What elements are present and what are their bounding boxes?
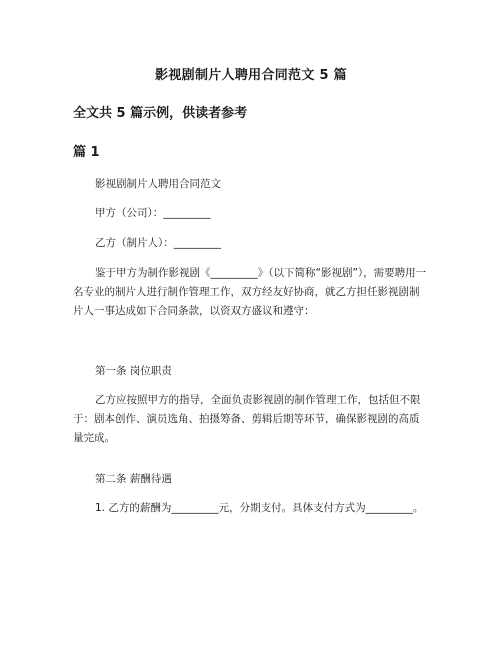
document-title: 影视剧制片人聘用合同范文 5 篇 bbox=[155, 68, 347, 83]
section-heading: 篇 1 bbox=[73, 145, 100, 160]
article-2-heading: 第二条 薪酬待遇 bbox=[95, 473, 172, 485]
contract-title-paragraph: 影视剧制片人聘用合同范文 bbox=[95, 178, 221, 190]
party-a-line: 甲方（公司）：_________ bbox=[95, 207, 211, 219]
party-b-line: 乙方（制片人）：_________ bbox=[95, 237, 221, 249]
document-subtitle: 全文共 5 篇示例，供读者参考 bbox=[73, 106, 248, 121]
article-1-heading: 第一条 岗位职责 bbox=[95, 365, 172, 377]
article-2-item-1: 1. 乙方的薪酬为_________元，分期支付。具体支付方式为_________。 bbox=[95, 502, 424, 514]
article-1-body: 乙方应按照甲方的指导，全面负责影视剧的制作管理工作，包括但不限于：剧本创作、演员选角、拍摄筹备、剪辑后期等环节，确保影视剧的高质量完成。 bbox=[73, 394, 421, 444]
preamble-paragraph: 鉴于甲方为制作影视剧《_________》（以下简称“影视剧”），需要聘用一名专业的制片人进行制作管理工作，双方经友好协商，就乙方担任影视剧制片人一事达成如下合同条款，以资双方盛议和遵守： bbox=[73, 267, 427, 317]
